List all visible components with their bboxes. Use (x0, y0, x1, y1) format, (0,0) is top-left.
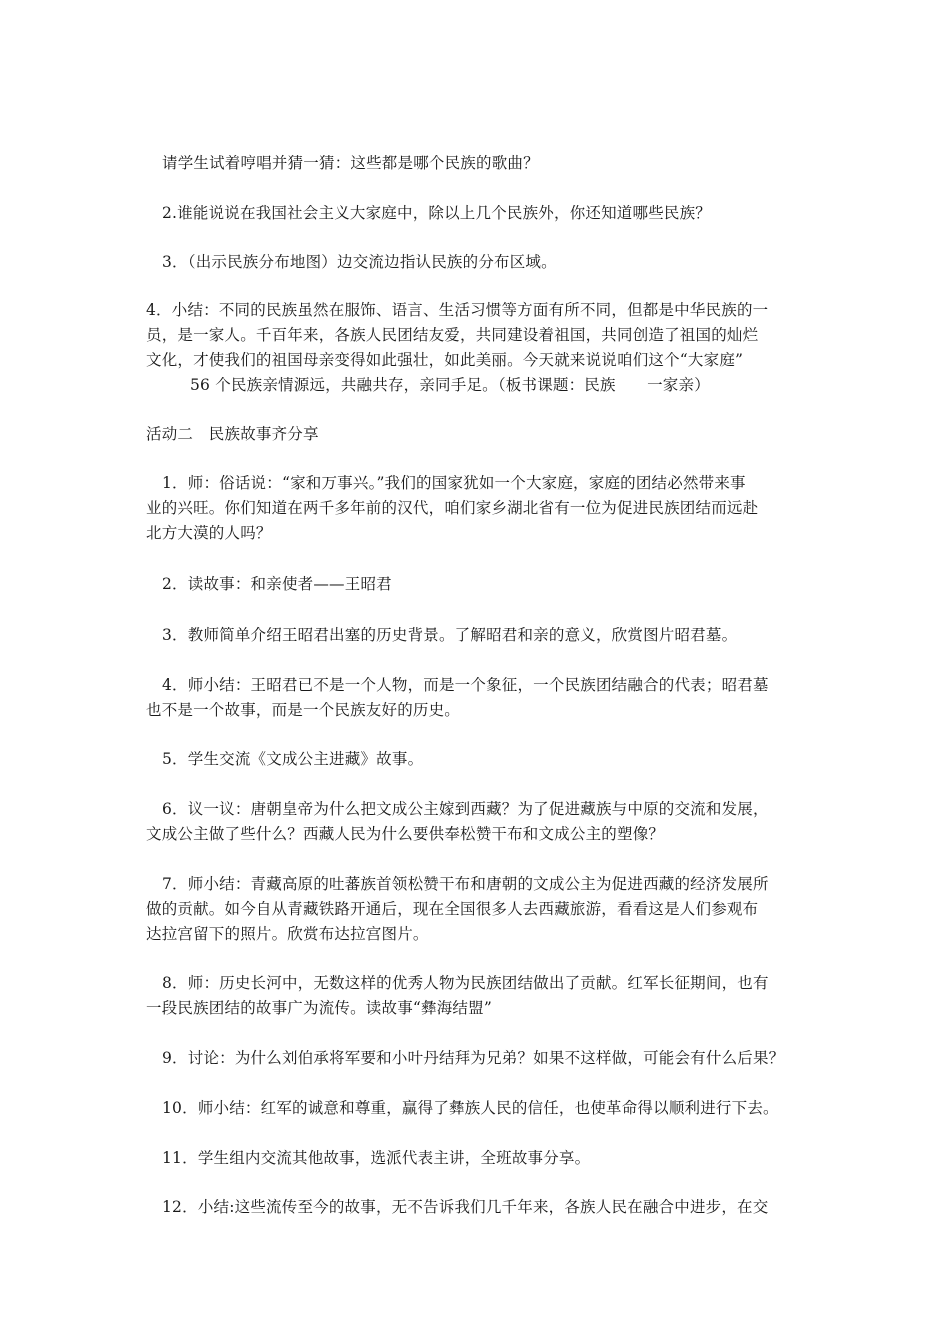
section-heading: 活动二 民族故事齐分享 (146, 425, 319, 443)
text-line: 员，是一家人。千百年来，各族人民团结友爱，共同建设着祖国，共同创造了祖国的灿烂 (146, 326, 759, 344)
text-line: 7．师小结：青藏高原的吐蕃族首领松赞干布和唐朝的文成公主为促进西藏的经济发展所 (162, 875, 769, 893)
text-line: 也不是一个故事，而是一个民族友好的历史。 (146, 701, 461, 719)
text-line: 9．讨论：为什么刘伯承将军要和小叶丹结拜为兄弟？如果不这样做，可能会有什么后果？ (162, 1049, 785, 1067)
text-line: 1．师：俗话说：“家和万事兴。”我们的国家犹如一个大家庭，家庭的团结必然带来事 (162, 474, 746, 492)
text-line: 3．（出示民族分布地图）边交流边指认民族的分布区域。 (162, 253, 557, 271)
text-line: 4．师小结：王昭君已不是一个人物，而是一个象征，一个民族团结融合的代表；昭君墓 (162, 676, 769, 694)
text-line: 一段民族团结的故事广为流传。读故事“彝海结盟” (146, 999, 492, 1017)
text-line: 4．小结：不同的民族虽然在服饰、语言、生活习惯等方面有所不同，但都是中华民族的一 (146, 301, 769, 319)
text-line: 北方大漠的人吗？ (146, 524, 272, 542)
text-line: 2．读故事：和亲使者——王昭君 (162, 575, 392, 593)
text-line: 文成公主做了些什么？西藏人民为什么要供奉松赞干布和文成公主的塑像？ (146, 825, 665, 843)
text-line: 12．小结:这些流传至今的故事，无不告诉我们几千年来，各族人民在融合中进步，在交 (162, 1198, 769, 1216)
text-line: 业的兴旺。你们知道在两千多年前的汉代，咱们家乡湖北省有一位为促进民族团结而远赴 (146, 499, 759, 517)
text-line: 10．师小结：红军的诚意和尊重，赢得了彝族人民的信任，也使革命得以顺利进行下去。 (162, 1099, 779, 1117)
text-line: 达拉宫留下的照片。欣赏布达拉宫图片。 (146, 925, 429, 943)
text-line: 做的贡献。如今自从青藏铁路开通后，现在全国很多人去西藏旅游，看看这是人们参观布 (146, 900, 759, 918)
text-line: 2.谁能说说在我国社会主义大家庭中，除以上几个民族外，你还知道哪些民族？ (162, 204, 711, 222)
text-line: 3．教师简单介绍王昭君出塞的历史背景。了解昭君和亲的意义，欣赏图片昭君墓。 (162, 626, 738, 644)
text-line: 6．议一议：唐朝皇帝为什么把文成公主嫁到西藏？为了促进藏族与中原的交流和发展， (162, 800, 769, 818)
text-line: 文化，才使我们的祖国母亲变得如此强壮，如此美丽。今天就来说说咱们这个“大家庭” (146, 351, 744, 369)
text-line: 11．学生组内交流其他故事，选派代表主讲，全班故事分享。 (162, 1149, 591, 1167)
text-line: 5．学生交流《文成公主进藏》故事。 (162, 750, 424, 768)
text-line: 8．师：历史长河中，无数这样的优秀人物为民族团结做出了贡献。红军长征期间，也有 (162, 974, 769, 992)
text-line: 请学生试着哼唱并猜一猜：这些都是哪个民族的歌曲？ (162, 154, 539, 172)
text-line: 56 个民族亲情源远，共融共存，亲同手足。（板书课题：民族 一家亲） (190, 376, 710, 394)
